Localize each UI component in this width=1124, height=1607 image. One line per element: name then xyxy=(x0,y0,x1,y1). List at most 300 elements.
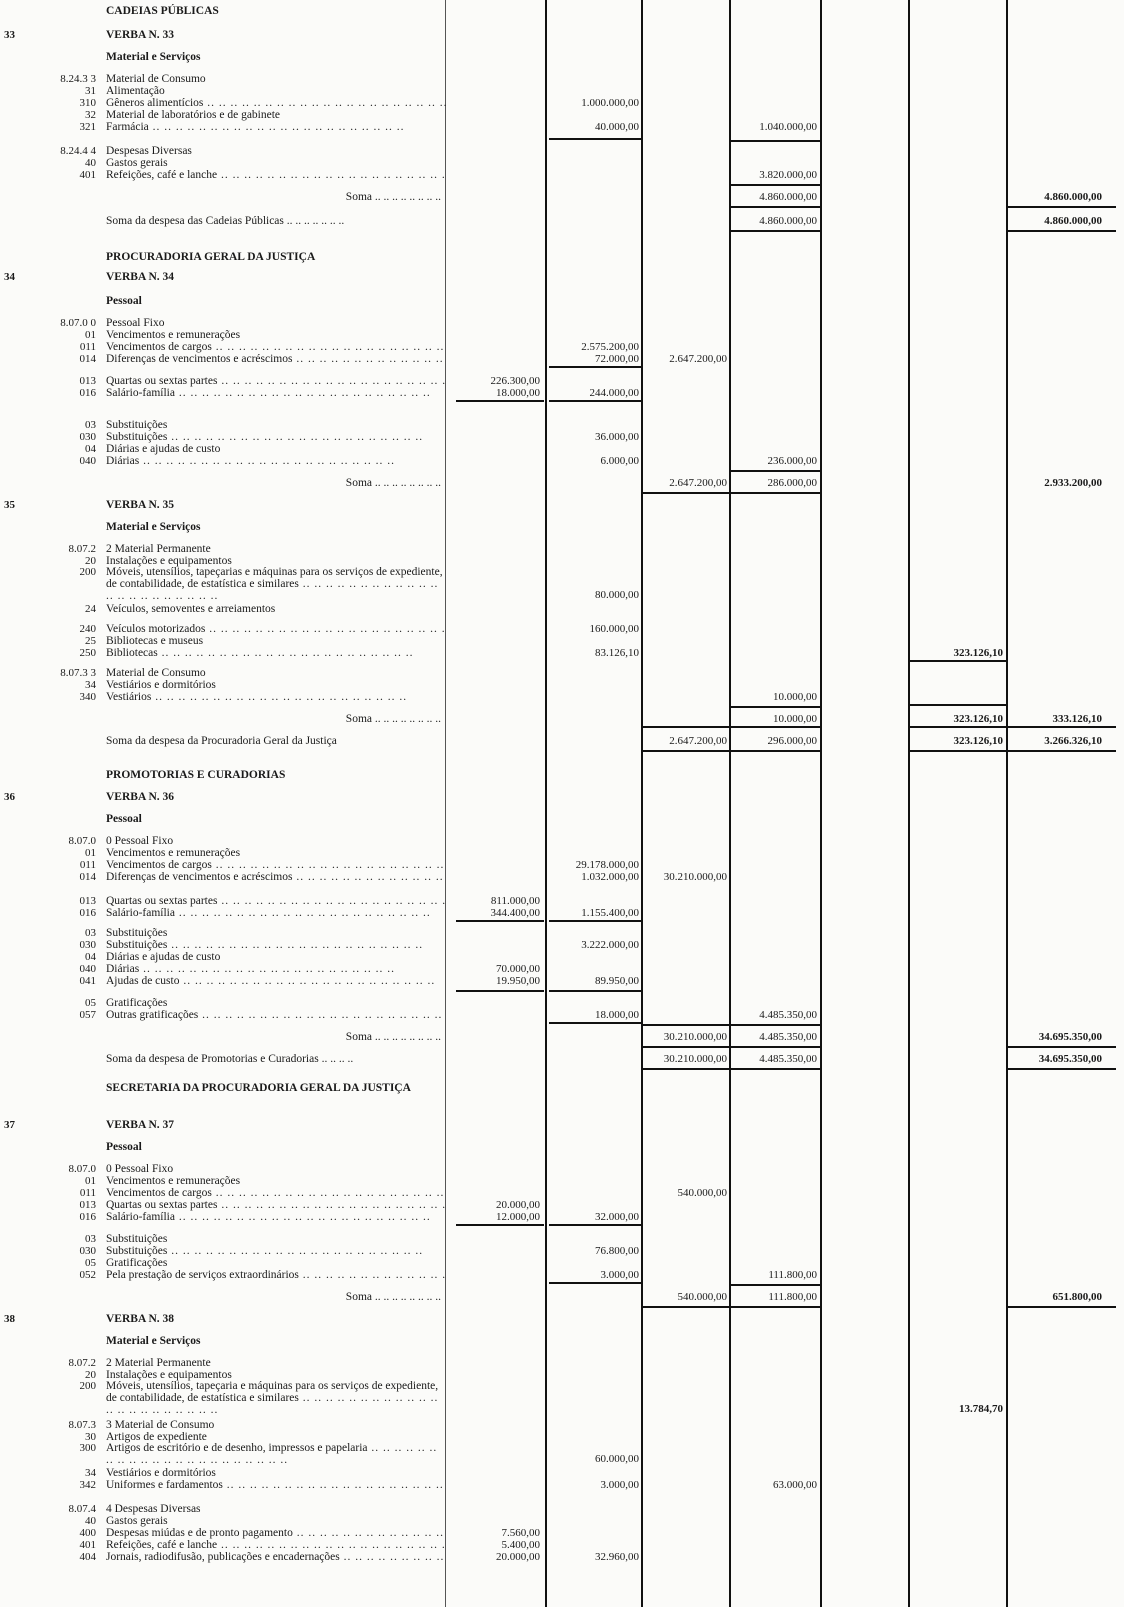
total-rule xyxy=(731,230,821,232)
amount-c4: 111.800,00 xyxy=(768,1269,817,1281)
table-row xyxy=(0,454,1124,468)
line-description: 4 Despesas Diversas xyxy=(106,1503,201,1515)
table-row xyxy=(0,1550,1124,1564)
amount-c3: 540.000,00 xyxy=(677,1187,727,1199)
amount-c2: 2.575.200,00 xyxy=(581,341,639,353)
budget-code: 321 xyxy=(79,121,96,133)
total-rule xyxy=(731,1306,821,1308)
total-rule xyxy=(643,1046,731,1048)
budget-code: 8.07.2 xyxy=(68,1357,96,1369)
line-description: Substituições .. .. xyxy=(106,430,446,444)
line-description: Substituições .. .. xyxy=(106,1244,446,1258)
amount-c5: 323.126,10 xyxy=(953,647,1003,659)
amount-c2: 72.000,00 xyxy=(595,353,639,365)
line-description: Instalações e equipamentos xyxy=(106,555,232,567)
subtotal-label: Soma .. .. .. .. .. .. .. .. xyxy=(345,713,441,725)
line-description: Material de laboratórios e de gabinete xyxy=(106,109,281,121)
line-description: 0 Pessoal Fixo xyxy=(106,835,174,847)
line-description: Vestiários e dormitórios xyxy=(106,1467,216,1479)
amount-c1: 7.560,00 xyxy=(501,1527,540,1539)
total-rule xyxy=(1008,1046,1116,1048)
line-description: Diárias .. .. xyxy=(106,454,446,468)
total-rule xyxy=(910,660,1008,662)
line-description: Pela prestação de serviços extraordinários .. .. xyxy=(106,1268,446,1282)
line-description: Instalações e equipamentos xyxy=(106,1369,232,1381)
verba-number: 38 xyxy=(4,1313,15,1325)
budget-code: 041 xyxy=(79,975,96,987)
table-row xyxy=(0,906,1124,920)
amount-c1: 18.000,00 xyxy=(496,387,540,399)
amount-c4: 10.000,00 xyxy=(773,713,817,725)
verba-number: 37 xyxy=(4,1119,15,1131)
table-row xyxy=(0,352,1124,366)
line-description: Diárias .. .. xyxy=(106,962,446,976)
section-title: CADEIAS PÚBLICAS xyxy=(106,5,219,17)
line-description: Substituições .. .. xyxy=(106,938,446,952)
budget-code: 057 xyxy=(79,1009,96,1021)
amount-c2: 32.000,00 xyxy=(595,1211,639,1223)
table-row xyxy=(0,1140,1124,1154)
budget-code: 34 xyxy=(85,679,96,691)
total-rule xyxy=(731,1046,821,1048)
line-description: Despesas miúdas e de pronto pagamento .. .. xyxy=(106,1526,446,1540)
table-row xyxy=(0,1008,1124,1022)
amount-c2: 40.000,00 xyxy=(595,121,639,133)
verba-title: VERBA N. 37 xyxy=(106,1119,175,1131)
amount-c2: 29.178.000,00 xyxy=(575,859,639,871)
total-rule xyxy=(549,1022,641,1024)
table-row xyxy=(0,294,1124,308)
line-description: Móveis, utensílios, tapeçarias e máquinas para os serviços de expediente, de contabilidade, de estatística e similares .. .. xyxy=(106,566,446,602)
budget-code: 400 xyxy=(79,1527,96,1539)
line-description: Quartas ou sextas partes .. .. xyxy=(106,374,446,388)
amount-c4: 4.485.350,00 xyxy=(759,1031,817,1043)
group-heading: Material e Serviços xyxy=(106,1335,201,1347)
budget-code: 342 xyxy=(79,1479,96,1491)
budget-code: 8.07.0 xyxy=(68,1163,96,1175)
amount-c1: 811.000,00 xyxy=(490,895,540,907)
line-description: Soma da despesa da Procuradoria Geral da Justiça xyxy=(106,735,337,747)
amount-c4: 286.000,00 xyxy=(767,477,817,489)
amount-c2: 36.000,00 xyxy=(595,431,639,443)
budget-code: 04 xyxy=(85,443,96,455)
verba-title: VERBA N. 33 xyxy=(106,29,175,41)
line-description: 2 Material Permanente xyxy=(106,543,211,555)
amount-c4: 4.485.350,00 xyxy=(759,1053,817,1065)
table-row xyxy=(0,1290,1124,1304)
line-description: Móveis, utensílios, tapeçaria e máquinas para os serviços de expediente, de contabilidade, de estatística e similares .. .. xyxy=(106,1380,446,1416)
table-row xyxy=(0,734,1124,748)
table-row xyxy=(0,498,1124,512)
amount-c4: 4.860.000,00 xyxy=(759,191,817,203)
amount-c6: 34.695.350,00 xyxy=(1038,1031,1102,1043)
budget-code: 401 xyxy=(79,169,96,181)
verba-number: 36 xyxy=(4,791,15,803)
line-description: Quartas ou sextas partes .. .. xyxy=(106,1198,446,1212)
line-description: Quartas ou sextas partes .. .. xyxy=(106,894,446,908)
line-description: Uniformes e fardamentos .. .. xyxy=(106,1478,446,1492)
verba-number: 33 xyxy=(4,29,15,41)
table-row xyxy=(0,50,1124,64)
table-row xyxy=(0,712,1124,726)
budget-code: 25 xyxy=(85,635,96,647)
budget-code: 8.07.0 0 xyxy=(60,317,96,329)
group-heading: Pessoal xyxy=(106,813,142,825)
line-description: Diferenças de vencimentos e acréscimos .. .. xyxy=(106,870,446,884)
section-title: SECRETARIA DA PROCURADORIA GERAL DA JUSTIÇA xyxy=(106,1082,411,1094)
budget-code: 34 xyxy=(85,1467,96,1479)
amount-c1: 226.300,00 xyxy=(490,375,540,387)
line-description: Soma da despesa das Cadeias Públicas .. .. .. .. .. .. .. xyxy=(106,215,345,227)
subtotal-label: Soma .. .. .. .. .. .. .. .. xyxy=(345,1031,441,1043)
table-row xyxy=(0,1478,1124,1492)
amount-c1: 12.000,00 xyxy=(496,1211,540,1223)
amount-c2: 160.000,00 xyxy=(589,623,639,635)
total-rule xyxy=(549,920,641,922)
amount-c2: 6.000,00 xyxy=(600,455,639,467)
budget-code: 040 xyxy=(79,963,96,975)
line-description: Pessoal Fixo xyxy=(106,317,165,329)
amount-c2: 3.000,00 xyxy=(600,1479,639,1491)
amount-c1: 20.000,00 xyxy=(496,1551,540,1563)
table-row xyxy=(0,214,1124,228)
budget-code: 013 xyxy=(79,895,96,907)
amount-c4: 63.000,00 xyxy=(773,1479,817,1491)
amount-c4: 1.040.000,00 xyxy=(759,121,817,133)
line-description: Gratificações xyxy=(106,997,168,1009)
table-row xyxy=(0,566,1124,602)
budget-code: 340 xyxy=(79,691,96,703)
table-row xyxy=(0,646,1124,660)
budget-code: 8.07.4 xyxy=(68,1503,96,1515)
section-title: PROCURADORIA GERAL DA JUSTIÇA xyxy=(106,251,316,263)
group-heading: Material e Serviços xyxy=(106,51,201,63)
amount-c3: 30.210.000,00 xyxy=(663,1031,727,1043)
amount-c2: 1.155.400,00 xyxy=(581,907,639,919)
budget-code: 300 xyxy=(79,1442,96,1454)
total-rule xyxy=(731,206,821,208)
amount-c5: 323.126,10 xyxy=(953,713,1003,725)
table-row xyxy=(0,1118,1124,1132)
line-description: Bibliotecas e museus xyxy=(106,635,204,647)
budget-code: 030 xyxy=(79,939,96,951)
budget-code: 01 xyxy=(85,329,96,341)
line-description: Veículos, semoventes e arreiamentos xyxy=(106,603,276,615)
line-description: Bibliotecas .. .. xyxy=(106,646,446,660)
total-rule xyxy=(549,366,641,368)
amount-c4: 4.485.350,00 xyxy=(759,1009,817,1021)
table-row xyxy=(0,1268,1124,1282)
amount-c6: 651.800,00 xyxy=(1052,1291,1102,1303)
total-rule xyxy=(456,1224,544,1226)
verba-title: VERBA N. 36 xyxy=(106,791,175,803)
total-rule xyxy=(731,470,821,472)
budget-code: 20 xyxy=(85,555,96,567)
budget-code: 016 xyxy=(79,907,96,919)
subtotal-label: Soma .. .. .. .. .. .. .. .. xyxy=(345,1291,441,1303)
line-description: Material de Consumo xyxy=(106,73,206,85)
budget-code: 8.07.3 xyxy=(68,1419,96,1431)
budget-code: 03 xyxy=(85,1233,96,1245)
amount-c2: 18.000,00 xyxy=(595,1009,639,1021)
total-rule xyxy=(731,140,821,142)
amount-c3: 30.210.000,00 xyxy=(663,1053,727,1065)
table-row xyxy=(0,1082,1124,1106)
line-description: 2 Material Permanente xyxy=(106,1357,211,1369)
amount-c2: 60.000,00 xyxy=(595,1453,639,1465)
budget-code: 016 xyxy=(79,387,96,399)
line-description: Vencimentos de cargos .. .. xyxy=(106,340,446,354)
budget-code: 8.07.2 xyxy=(68,543,96,555)
table-row xyxy=(0,690,1124,704)
budget-code: 03 xyxy=(85,927,96,939)
budget-code: 20 xyxy=(85,1369,96,1381)
amount-c4: 4.860.000,00 xyxy=(759,215,817,227)
budget-code: 404 xyxy=(79,1551,96,1563)
subtotal-label: Soma .. .. .. .. .. .. .. .. xyxy=(345,477,441,489)
amount-c2: 80.000,00 xyxy=(595,589,639,601)
budget-code: 04 xyxy=(85,951,96,963)
table-row xyxy=(0,28,1124,42)
budget-code: 014 xyxy=(79,871,96,883)
budget-code: 05 xyxy=(85,997,96,1009)
total-rule xyxy=(549,990,641,992)
line-description: Salário-família .. .. xyxy=(106,1210,446,1224)
amount-c4: 296.000,00 xyxy=(767,735,817,747)
total-rule xyxy=(456,400,544,402)
total-rule xyxy=(549,1224,641,1226)
budget-code: 011 xyxy=(79,341,96,353)
budget-code: 03 xyxy=(85,419,96,431)
verba-title: VERBA N. 38 xyxy=(106,1313,175,1325)
line-description: Vencimentos e remunerações xyxy=(106,329,241,341)
line-description: Gastos gerais xyxy=(106,157,168,169)
budget-code: 200 xyxy=(79,1380,96,1392)
line-description: Despesas Diversas xyxy=(106,145,192,157)
budget-code: 8.24.3 3 xyxy=(60,73,96,85)
amount-c1: 5.400,00 xyxy=(501,1539,540,1551)
total-rule xyxy=(731,492,821,494)
line-description: 3 Material de Consumo xyxy=(106,1419,215,1431)
table-row xyxy=(0,812,1124,826)
line-description: Material de Consumo xyxy=(106,667,206,679)
table-row xyxy=(0,250,1124,264)
table-row xyxy=(0,1334,1124,1348)
amount-c6: 2.933.200,00 xyxy=(1044,477,1102,489)
line-description: Farmácia .. .. xyxy=(106,120,446,134)
group-heading: Pessoal xyxy=(106,295,142,307)
amount-c2: 3.000,00 xyxy=(600,1269,639,1281)
budget-code: 30 xyxy=(85,1431,96,1443)
amount-c4: 236.000,00 xyxy=(767,455,817,467)
line-description: Salário-família .. .. xyxy=(106,906,446,920)
total-rule xyxy=(731,706,821,708)
group-heading: Material e Serviços xyxy=(106,521,201,533)
table-row xyxy=(0,602,1124,616)
amount-c3: 2.647.200,00 xyxy=(669,353,727,365)
amount-c3: 540.000,00 xyxy=(677,1291,727,1303)
budget-code: 310 xyxy=(79,97,96,109)
total-rule xyxy=(1008,206,1116,208)
amount-c3: 30.210.000,00 xyxy=(663,871,727,883)
line-description: Diárias e ajudas de custo xyxy=(106,443,221,455)
amount-c1: 344.400,00 xyxy=(490,907,540,919)
table-row xyxy=(0,870,1124,884)
table-row xyxy=(0,120,1124,134)
amount-c6: 34.695.350,00 xyxy=(1038,1053,1102,1065)
line-description: Refeições, café e lanche .. .. xyxy=(106,168,446,182)
table-row xyxy=(0,1380,1124,1416)
total-rule xyxy=(1008,750,1116,752)
budget-code: 40 xyxy=(85,1515,96,1527)
amount-c1: 20.000,00 xyxy=(496,1199,540,1211)
verba-number: 34 xyxy=(4,271,15,283)
budget-code: 32 xyxy=(85,109,96,121)
table-row xyxy=(0,768,1124,782)
total-rule xyxy=(549,1282,641,1284)
verba-title: VERBA N. 34 xyxy=(106,271,175,283)
total-rule xyxy=(643,726,731,728)
budget-code: 030 xyxy=(79,1245,96,1257)
table-row xyxy=(0,1442,1124,1466)
amount-c2: 76.800,00 xyxy=(595,1245,639,1257)
total-rule xyxy=(456,920,544,922)
budget-code: 401 xyxy=(79,1539,96,1551)
amount-c2: 83.126,10 xyxy=(595,647,639,659)
total-rule xyxy=(731,750,821,752)
verba-number: 35 xyxy=(4,499,15,511)
budget-code: 250 xyxy=(79,647,96,659)
line-description: Diferenças de vencimentos e acréscimos .. .. xyxy=(106,352,446,366)
line-description: Refeições, café e lanche .. .. xyxy=(106,1538,446,1552)
total-rule xyxy=(1008,726,1116,728)
line-description: Alimentação xyxy=(106,85,165,97)
amount-c6: 333.126,10 xyxy=(1052,713,1102,725)
amount-c4: 10.000,00 xyxy=(773,691,817,703)
amount-c1: 70.000,00 xyxy=(496,963,540,975)
budget-code: 01 xyxy=(85,847,96,859)
total-rule xyxy=(643,1068,731,1070)
line-description: Diárias e ajudas de custo xyxy=(106,951,221,963)
line-description: Substituições xyxy=(106,1233,168,1245)
budget-code: 05 xyxy=(85,1257,96,1269)
budget-code: 01 xyxy=(85,1175,96,1187)
line-description: Vestiários .. .. xyxy=(106,690,446,704)
budget-code: 8.24.4 4 xyxy=(60,145,96,157)
budget-code: 31 xyxy=(85,85,96,97)
budget-code: 240 xyxy=(79,623,96,635)
line-description: Gastos gerais xyxy=(106,1515,168,1527)
total-rule xyxy=(1008,1306,1116,1308)
table-row xyxy=(0,520,1124,534)
budget-code: 040 xyxy=(79,455,96,467)
total-rule xyxy=(910,750,1008,752)
budget-code: 40 xyxy=(85,157,96,169)
table-row xyxy=(0,1210,1124,1224)
total-rule xyxy=(910,726,1008,728)
amount-c6: 3.266.326,10 xyxy=(1044,735,1102,747)
line-description: Artigos de expediente xyxy=(106,1431,207,1443)
line-description: Outras gratificações .. .. xyxy=(106,1008,446,1022)
budget-code: 8.07.3 3 xyxy=(60,667,96,679)
line-description: Gêneros alimentícios .. .. xyxy=(106,96,446,110)
line-description: Vencimentos e remunerações xyxy=(106,847,241,859)
total-rule xyxy=(643,492,731,494)
total-rule xyxy=(643,1024,731,1026)
table-row xyxy=(0,1312,1124,1326)
budget-code: 011 xyxy=(79,859,96,871)
amount-c2: 244.000,00 xyxy=(589,387,639,399)
amount-c3: 2.647.200,00 xyxy=(669,477,727,489)
line-description: 0 Pessoal Fixo xyxy=(106,1163,174,1175)
amount-c2: 1.032.000,00 xyxy=(581,871,639,883)
total-rule xyxy=(1008,230,1116,232)
total-rule xyxy=(643,1306,731,1308)
amount-c6: 4.860.000,00 xyxy=(1044,191,1102,203)
amount-c5: 13.784,70 xyxy=(959,1403,1003,1415)
budget-code: 052 xyxy=(79,1269,96,1281)
table-row xyxy=(0,476,1124,490)
section-title: PROMOTORIAS E CURADORIAS xyxy=(106,769,286,781)
amount-c4: 111.800,00 xyxy=(768,1291,817,1303)
table-row xyxy=(0,190,1124,204)
line-description: Soma da despesa de Promotorias e Curadorias .. .. .. .. xyxy=(106,1053,354,1065)
amount-c2: 32.960,00 xyxy=(595,1551,639,1563)
amount-c3: 2.647.200,00 xyxy=(669,735,727,747)
total-rule xyxy=(731,1024,821,1026)
line-description: Artigos de escritório e de desenho, impressos e papelaria .. .. xyxy=(106,1442,446,1466)
line-description: Vestiários e dormitórios xyxy=(106,679,216,691)
line-description: Ajudas de custo .. .. xyxy=(106,974,446,988)
total-rule xyxy=(731,726,821,728)
table-row xyxy=(0,386,1124,400)
budget-code: 013 xyxy=(79,1199,96,1211)
total-rule xyxy=(1008,1068,1116,1070)
total-rule xyxy=(549,400,641,402)
amount-c6: 4.860.000,00 xyxy=(1044,215,1102,227)
table-row xyxy=(0,168,1124,182)
amount-c2: 3.222.000,00 xyxy=(581,939,639,951)
total-rule xyxy=(731,1068,821,1070)
total-rule xyxy=(731,1284,821,1286)
total-rule xyxy=(643,750,731,752)
total-rule xyxy=(549,138,641,140)
budget-code: 016 xyxy=(79,1211,96,1223)
line-description: Gratificações xyxy=(106,1257,168,1269)
table-row xyxy=(0,974,1124,988)
total-rule xyxy=(910,704,1008,706)
line-description: Vencimentos de cargos .. .. xyxy=(106,1186,446,1200)
amount-c1: 19.950,00 xyxy=(496,975,540,987)
table-row xyxy=(0,4,1124,18)
amount-c2: 89.950,00 xyxy=(595,975,639,987)
line-description: Vencimentos de cargos .. .. xyxy=(106,858,446,872)
total-rule xyxy=(456,990,544,992)
budget-code: 014 xyxy=(79,353,96,365)
line-description: Jornais, radiodifusão, publicações e encadernações .. .. xyxy=(106,1550,446,1564)
line-description: Vencimentos e remunerações xyxy=(106,1175,241,1187)
table-row xyxy=(0,1030,1124,1044)
line-description: Salário-família .. .. xyxy=(106,386,446,400)
amount-c4: 3.820.000,00 xyxy=(759,169,817,181)
subtotal-label: Soma .. .. .. .. .. .. .. .. xyxy=(345,191,441,203)
budget-code: 030 xyxy=(79,431,96,443)
budget-code: 013 xyxy=(79,375,96,387)
budget-code: 011 xyxy=(79,1187,96,1199)
line-description: Veículos motorizados .. .. xyxy=(106,622,446,636)
group-heading: Pessoal xyxy=(106,1141,142,1153)
budget-code: 24 xyxy=(85,603,96,615)
